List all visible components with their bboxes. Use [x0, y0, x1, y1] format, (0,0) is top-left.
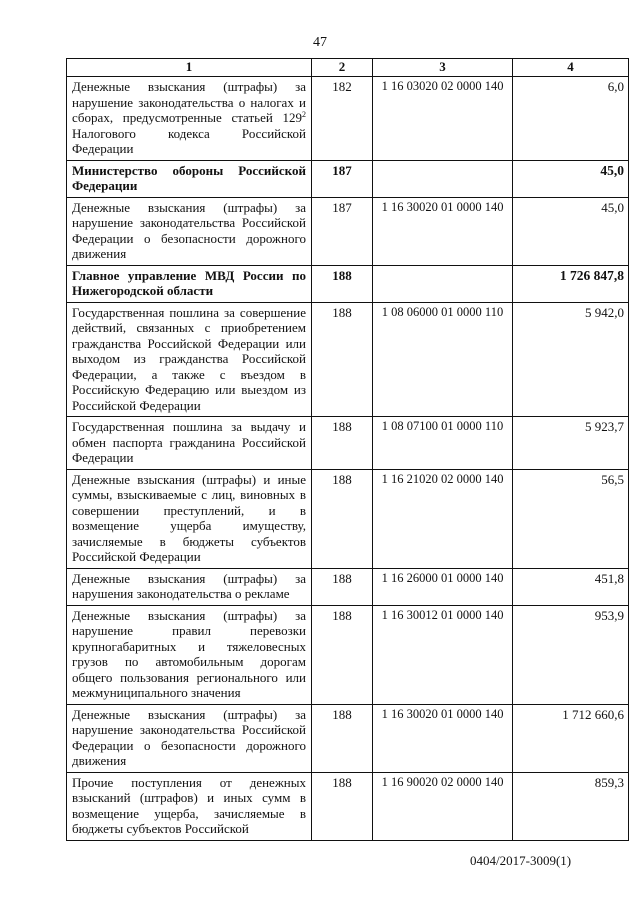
table-row	[67, 302, 629, 417]
table-row	[67, 160, 629, 197]
row-amount: 451,8	[513, 568, 629, 605]
header-col-3: 3	[373, 59, 513, 77]
row-amount: 1 712 660,6	[513, 704, 629, 772]
row-name: Денежные взыскания (штрафы) и иные суммы, взыскиваемые с лиц, виновных в совершении преступлений, и в возмещение ущерба имуществу, зачисляемые в бюджеты субъектов Российской Федерации	[67, 469, 312, 568]
row-name: Прочие поступления от денежных взысканий (штрафов) и иных сумм в возмещение ущерба, зачисляемые в бюджеты субъектов Российской	[67, 772, 312, 840]
row-admin-code: 187	[312, 197, 373, 265]
row-admin-code: 188	[312, 704, 373, 772]
header-col-4: 4	[513, 59, 629, 77]
header-col-1: 1	[67, 59, 312, 77]
row-name: Денежные взыскания (штрафы) за нарушения законодательства о рекламе	[67, 568, 312, 605]
row-budget-code	[373, 265, 513, 302]
table-row	[67, 417, 629, 470]
table-row	[67, 265, 629, 302]
row-amount: 45,0	[513, 197, 629, 265]
row-admin-code: 188	[312, 469, 373, 568]
row-name: Государственная пошлина за выдачу и обмен паспорта гражданина Российской Федерации	[67, 417, 312, 470]
row-amount: 56,5	[513, 469, 629, 568]
row-admin-code: 188	[312, 605, 373, 704]
header-col-2: 2	[312, 59, 373, 77]
row-admin-code: 188	[312, 417, 373, 470]
row-admin-code: 188	[312, 568, 373, 605]
row-amount: 5 923,7	[513, 417, 629, 470]
row-amount: 859,3	[513, 772, 629, 840]
row-budget-code: 1 08 07100 01 0000 110	[373, 417, 513, 470]
row-name: Денежные взыскания (штрафы) за нарушение законодательства Российской Федерации о безопасности дорожного движения	[67, 197, 312, 265]
row-name: Главное управление МВД России по Нижегородской области	[67, 265, 312, 302]
row-budget-code: 1 16 90020 02 0000 140	[373, 772, 513, 840]
row-admin-code: 188	[312, 772, 373, 840]
row-admin-code: 182	[312, 77, 373, 161]
row-budget-code: 1 16 03020 02 0000 140	[373, 77, 513, 161]
revenue-table	[66, 58, 629, 841]
table-row	[67, 605, 629, 704]
row-budget-code: 1 16 30012 01 0000 140	[373, 605, 513, 704]
row-budget-code: 1 16 26000 01 0000 140	[373, 568, 513, 605]
table-header-row	[67, 59, 629, 77]
table-row	[67, 197, 629, 265]
table-row	[67, 469, 629, 568]
row-amount: 5 942,0	[513, 302, 629, 417]
row-name: Денежные взыскания (штрафы) за нарушение законодательства Российской Федерации о безопасности дорожного движения	[67, 704, 312, 772]
table-row	[67, 704, 629, 772]
table-row	[67, 568, 629, 605]
row-amount: 953,9	[513, 605, 629, 704]
row-budget-code: 1 16 21020 02 0000 140	[373, 469, 513, 568]
row-name-superscript: 2	[302, 110, 306, 119]
table-row	[67, 772, 629, 840]
row-budget-code	[373, 160, 513, 197]
row-amount: 1 726 847,8	[513, 265, 629, 302]
table-row	[67, 77, 629, 161]
row-admin-code: 187	[312, 160, 373, 197]
document-code: 0404/2017-3009(1)	[470, 853, 572, 868]
row-amount: 6,0	[513, 77, 629, 161]
row-name	[67, 77, 312, 161]
row-admin-code: 188	[312, 265, 373, 302]
row-name: Государственная пошлина за совершение действий, связанных с приобретением гражданства Российской Федерации или выходом из гражданства Российской Федерации, а также с въездом в Российскую Федерацию или выездом из Российской Федерации	[67, 302, 312, 417]
row-name: Денежные взыскания (штрафы) за нарушение правил перевозки крупногабаритных и тяжеловесных грузов по автомобильным дорогам общего пользования регионального или межмуниципального значения	[67, 605, 312, 704]
row-admin-code: 188	[312, 302, 373, 417]
row-name-text: Денежные взыскания (штрафы) за нарушение законодательства о налогах и сборах, предусмотренные статьей 129	[72, 79, 306, 125]
row-budget-code: 1 08 06000 01 0000 110	[373, 302, 513, 417]
row-budget-code: 1 16 30020 01 0000 140	[373, 704, 513, 772]
row-amount: 45,0	[513, 160, 629, 197]
row-budget-code: 1 16 30020 01 0000 140	[373, 197, 513, 265]
row-name-tail: Налогового кодекса Российской Федерации	[72, 125, 306, 156]
page-number: 47	[313, 35, 327, 50]
row-name: Министерство обороны Российской Федерации	[67, 160, 312, 197]
